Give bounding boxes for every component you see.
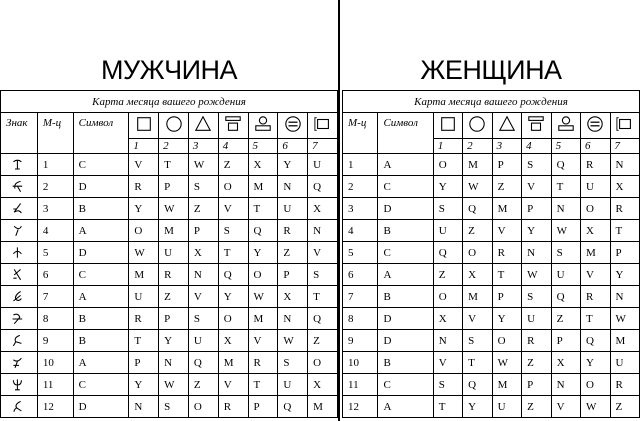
value-cell: T [248, 374, 278, 396]
value-cell: U [522, 308, 551, 330]
value-cell: S [522, 154, 551, 176]
value-cell: Q [308, 308, 338, 330]
value-cell: R [581, 286, 610, 308]
value-cell: Y [129, 374, 159, 396]
value-cell: M [159, 220, 189, 242]
value-cell: N [188, 264, 218, 286]
value-cell: Q [248, 220, 278, 242]
value-cell: M [129, 264, 159, 286]
column-number: 6 [581, 139, 610, 154]
value-cell: Y [248, 242, 278, 264]
value-cell: O [492, 330, 521, 352]
value-cell: Z [551, 308, 580, 330]
value-cell: T [308, 286, 338, 308]
month-cell: 3 [37, 198, 73, 220]
table-row [343, 396, 640, 418]
value-cell: S [551, 242, 580, 264]
symbol-cell: D [73, 176, 129, 198]
bracketed-square-icon [308, 113, 338, 139]
male-caption: Карта месяца вашего рождения [1, 91, 338, 113]
value-cell: Y [433, 176, 462, 198]
table-row [343, 198, 640, 220]
value-cell: V [188, 286, 218, 308]
month-cell: 7 [343, 286, 378, 308]
value-cell: N [278, 308, 308, 330]
circle-over-rectangle-icon [248, 113, 278, 139]
value-cell: P [129, 352, 159, 374]
taurus-icon [1, 264, 38, 286]
symbol-cell: A [378, 264, 433, 286]
aries-icon [1, 242, 38, 264]
value-cell: T [492, 264, 521, 286]
value-cell: T [433, 396, 462, 418]
table-row [1, 220, 338, 242]
column-number: 5 [248, 139, 278, 154]
value-cell: W [278, 330, 308, 352]
value-cell: Q [463, 374, 492, 396]
value-cell: Z [492, 176, 521, 198]
column-number: 2 [463, 139, 492, 154]
month-cell: 11 [37, 374, 73, 396]
value-cell: X [218, 330, 248, 352]
value-cell: S [278, 352, 308, 374]
symbol-cell: D [378, 330, 433, 352]
value-cell: Q [218, 264, 248, 286]
value-cell: W [129, 242, 159, 264]
female-caption: Карта месяца вашего рождения [343, 91, 640, 113]
value-cell: S [159, 396, 189, 418]
value-cell: X [188, 242, 218, 264]
pisces-icon [1, 220, 38, 242]
month-cell: 12 [343, 396, 378, 418]
value-cell: W [159, 198, 189, 220]
value-cell: N [308, 220, 338, 242]
circle-with-bars-icon [581, 113, 610, 139]
value-cell: O [188, 396, 218, 418]
value-cell: P [492, 154, 521, 176]
symbol-cell: C [73, 264, 129, 286]
value-cell: V [218, 374, 248, 396]
value-cell: N [551, 198, 580, 220]
symbol-cell: B [73, 198, 129, 220]
value-cell: X [551, 352, 580, 374]
value-cell: Q [278, 396, 308, 418]
value-cell: W [463, 176, 492, 198]
value-cell: T [248, 198, 278, 220]
value-cell: U [159, 242, 189, 264]
symbol-cell: A [73, 220, 129, 242]
value-cell: W [610, 308, 640, 330]
aquarius-icon [1, 198, 38, 220]
value-cell: R [129, 176, 159, 198]
value-cell: W [522, 264, 551, 286]
value-cell: T [159, 154, 189, 176]
value-cell: Y [492, 308, 521, 330]
female-panel [342, 0, 640, 421]
value-cell: P [492, 286, 521, 308]
table-row [343, 154, 640, 176]
value-cell: U [278, 374, 308, 396]
value-cell: O [433, 154, 462, 176]
value-cell: N [433, 330, 462, 352]
value-cell: U [129, 286, 159, 308]
value-cell: R [610, 374, 640, 396]
value-cell: S [188, 176, 218, 198]
table-row [343, 308, 640, 330]
table-row [1, 330, 338, 352]
value-cell: M [248, 176, 278, 198]
leo-icon [1, 330, 38, 352]
value-cell: Q [188, 352, 218, 374]
table-row [1, 264, 338, 286]
value-cell: X [610, 176, 640, 198]
value-cell: O [248, 264, 278, 286]
male-table [0, 90, 338, 418]
value-cell: Z [463, 220, 492, 242]
value-cell: X [248, 154, 278, 176]
symbol-cell: C [378, 242, 433, 264]
value-cell: V [463, 308, 492, 330]
value-cell: T [129, 330, 159, 352]
value-cell: R [522, 330, 551, 352]
symbol-cell: D [73, 242, 129, 264]
month-cell: 4 [343, 220, 378, 242]
female-title: ЖЕНЩИНА [420, 55, 562, 85]
value-cell: N [610, 154, 640, 176]
value-cell: T [218, 242, 248, 264]
month-header: М-ц [37, 113, 73, 154]
bar-over-rectangle-icon [218, 113, 248, 139]
value-cell: R [159, 264, 189, 286]
value-cell: M [248, 308, 278, 330]
value-cell: O [218, 308, 248, 330]
value-cell: Z [159, 286, 189, 308]
value-cell: V [248, 330, 278, 352]
value-cell: M [463, 154, 492, 176]
virgo-icon [1, 352, 38, 374]
month-cell: 3 [343, 198, 378, 220]
circle-with-bars-icon [278, 113, 308, 139]
symbol-cell: C [378, 176, 433, 198]
value-cell: M [218, 352, 248, 374]
value-cell: X [463, 264, 492, 286]
value-cell: R [610, 198, 640, 220]
value-cell: U [581, 176, 610, 198]
value-cell: P [522, 198, 551, 220]
symbol-cell: B [378, 286, 433, 308]
value-cell: Y [218, 286, 248, 308]
month-cell: 10 [343, 352, 378, 374]
value-cell: O [433, 286, 462, 308]
value-cell: Z [522, 352, 551, 374]
column-number: 4 [522, 139, 551, 154]
symbol-cell: C [73, 374, 129, 396]
bar-over-rectangle-icon [522, 113, 551, 139]
value-cell: Y [278, 154, 308, 176]
value-cell: X [581, 220, 610, 242]
sign-header: Знак [1, 113, 38, 154]
value-cell: U [551, 264, 580, 286]
value-cell: T [610, 220, 640, 242]
value-cell: O [218, 176, 248, 198]
value-cell: Z [278, 242, 308, 264]
value-cell: S [433, 374, 462, 396]
value-cell: N [159, 352, 189, 374]
symbol-cell: A [73, 352, 129, 374]
value-cell: Q [551, 286, 580, 308]
month-cell: 9 [37, 330, 73, 352]
triangle-icon [188, 113, 218, 139]
value-cell: P [610, 242, 640, 264]
value-cell: S [188, 308, 218, 330]
value-cell: V [218, 198, 248, 220]
cancer-icon [1, 308, 38, 330]
month-cell: 6 [37, 264, 73, 286]
month-cell: 8 [343, 308, 378, 330]
value-cell: W [248, 286, 278, 308]
value-cell: Z [522, 396, 551, 418]
column-number: 3 [188, 139, 218, 154]
circle-over-rectangle-icon [551, 113, 580, 139]
value-cell: M [492, 374, 521, 396]
month-cell: 11 [343, 374, 378, 396]
month-cell: 4 [37, 220, 73, 242]
value-cell: O [129, 220, 159, 242]
capricorn-icon [1, 176, 38, 198]
value-cell: U [278, 198, 308, 220]
triangle-icon [492, 113, 521, 139]
value-cell: X [433, 308, 462, 330]
table-row [1, 242, 338, 264]
value-cell: O [581, 198, 610, 220]
bracketed-square-icon [610, 113, 640, 139]
month-cell: 9 [343, 330, 378, 352]
value-cell: N [610, 286, 640, 308]
value-cell: N [278, 176, 308, 198]
value-cell: S [522, 286, 551, 308]
value-cell: W [159, 374, 189, 396]
value-cell: V [522, 176, 551, 198]
symbol-cell: B [73, 308, 129, 330]
circle-icon [463, 113, 492, 139]
value-cell: N [522, 242, 551, 264]
value-cell: R [218, 396, 248, 418]
value-cell: R [278, 220, 308, 242]
value-cell: S [308, 264, 338, 286]
value-cell: Q [308, 176, 338, 198]
value-cell: X [278, 286, 308, 308]
value-cell: P [159, 308, 189, 330]
symbol-cell: B [73, 330, 129, 352]
value-cell: S [433, 198, 462, 220]
value-cell: S [463, 330, 492, 352]
value-cell: N [551, 374, 580, 396]
circle-icon [159, 113, 189, 139]
value-cell: S [218, 220, 248, 242]
value-cell: W [551, 220, 580, 242]
value-cell: W [492, 352, 521, 374]
symbol-cell: A [73, 286, 129, 308]
value-cell: U [610, 352, 640, 374]
value-cell: Y [522, 220, 551, 242]
value-cell: T [463, 352, 492, 374]
month-cell: 5 [37, 242, 73, 264]
value-cell: Q [581, 330, 610, 352]
month-cell: 1 [37, 154, 73, 176]
female-table [342, 90, 640, 418]
value-cell: Z [610, 396, 640, 418]
value-cell: U [188, 330, 218, 352]
value-cell: U [492, 396, 521, 418]
table-row [343, 352, 640, 374]
symbol-cell: D [378, 198, 433, 220]
month-cell: 1 [343, 154, 378, 176]
value-cell: Z [218, 154, 248, 176]
value-cell: M [610, 330, 640, 352]
value-cell: V [492, 220, 521, 242]
column-number: 5 [551, 139, 580, 154]
value-cell: P [159, 176, 189, 198]
value-cell: U [433, 220, 462, 242]
column-number: 3 [492, 139, 521, 154]
table-row [1, 176, 338, 198]
value-cell: X [308, 374, 338, 396]
symbol-cell: B [378, 352, 433, 374]
table-row [1, 374, 338, 396]
value-cell: P [522, 374, 551, 396]
value-cell: R [129, 308, 159, 330]
symbol-cell: D [73, 396, 129, 418]
value-cell: Y [159, 330, 189, 352]
table-row [343, 242, 640, 264]
symbol-header: Символ [378, 113, 433, 154]
value-cell: V [433, 352, 462, 374]
symbol-cell: A [378, 154, 433, 176]
table-row [1, 396, 338, 418]
month-header: М-ц [343, 113, 378, 154]
value-cell: V [551, 396, 580, 418]
month-cell: 12 [37, 396, 73, 418]
value-cell: N [129, 396, 159, 418]
value-cell: U [308, 154, 338, 176]
column-number: 7 [308, 139, 338, 154]
column-number: 1 [433, 139, 462, 154]
value-cell: M [308, 396, 338, 418]
male-title: МУЖЧИНА [101, 55, 237, 85]
symbol-cell: C [73, 154, 129, 176]
table-row [343, 330, 640, 352]
column-number: 7 [610, 139, 640, 154]
month-cell: 7 [37, 286, 73, 308]
column-number: 2 [159, 139, 189, 154]
value-cell: O [581, 374, 610, 396]
month-cell: 2 [37, 176, 73, 198]
table-row [1, 198, 338, 220]
gemini-icon [1, 286, 38, 308]
value-cell: W [188, 154, 218, 176]
table-row [1, 352, 338, 374]
value-cell: Y [463, 396, 492, 418]
value-cell: M [492, 198, 521, 220]
value-cell: T [551, 176, 580, 198]
value-cell: R [492, 242, 521, 264]
value-cell: M [463, 286, 492, 308]
value-cell: V [581, 264, 610, 286]
value-cell: P [551, 330, 580, 352]
table-row [1, 154, 338, 176]
value-cell: Y [581, 352, 610, 374]
value-cell: P [188, 220, 218, 242]
libra-icon [1, 374, 38, 396]
value-cell: X [308, 198, 338, 220]
value-cell: Q [433, 242, 462, 264]
table-row [343, 286, 640, 308]
table-row [1, 286, 338, 308]
column-number: 1 [129, 139, 159, 154]
table-row [343, 220, 640, 242]
value-cell: Z [433, 264, 462, 286]
value-cell: R [581, 154, 610, 176]
value-cell: Q [463, 198, 492, 220]
square-icon [433, 113, 462, 139]
scorpio-icon [1, 396, 38, 418]
column-number: 6 [278, 139, 308, 154]
sagittarius-icon [1, 154, 38, 176]
table-row [343, 176, 640, 198]
month-cell: 8 [37, 308, 73, 330]
symbol-cell: D [378, 308, 433, 330]
symbol-header: Символ [73, 113, 129, 154]
value-cell: Y [610, 264, 640, 286]
month-cell: 6 [343, 264, 378, 286]
symbol-cell: A [378, 396, 433, 418]
square-icon [129, 113, 159, 139]
value-cell: R [248, 352, 278, 374]
value-cell: Z [188, 374, 218, 396]
value-cell: P [278, 264, 308, 286]
value-cell: Q [551, 154, 580, 176]
value-cell: Y [129, 198, 159, 220]
table-row [343, 264, 640, 286]
symbol-cell: C [378, 374, 433, 396]
value-cell: Z [308, 330, 338, 352]
table-row [1, 308, 338, 330]
value-cell: M [581, 242, 610, 264]
value-cell: O [463, 242, 492, 264]
value-cell: V [308, 242, 338, 264]
value-cell: W [581, 396, 610, 418]
value-cell: O [308, 352, 338, 374]
month-cell: 5 [343, 242, 378, 264]
symbol-cell: B [378, 220, 433, 242]
value-cell: P [248, 396, 278, 418]
value-cell: Z [188, 198, 218, 220]
month-cell: 10 [37, 352, 73, 374]
value-cell: V [129, 154, 159, 176]
table-row [343, 374, 640, 396]
column-number: 4 [218, 139, 248, 154]
value-cell: T [581, 308, 610, 330]
month-cell: 2 [343, 176, 378, 198]
